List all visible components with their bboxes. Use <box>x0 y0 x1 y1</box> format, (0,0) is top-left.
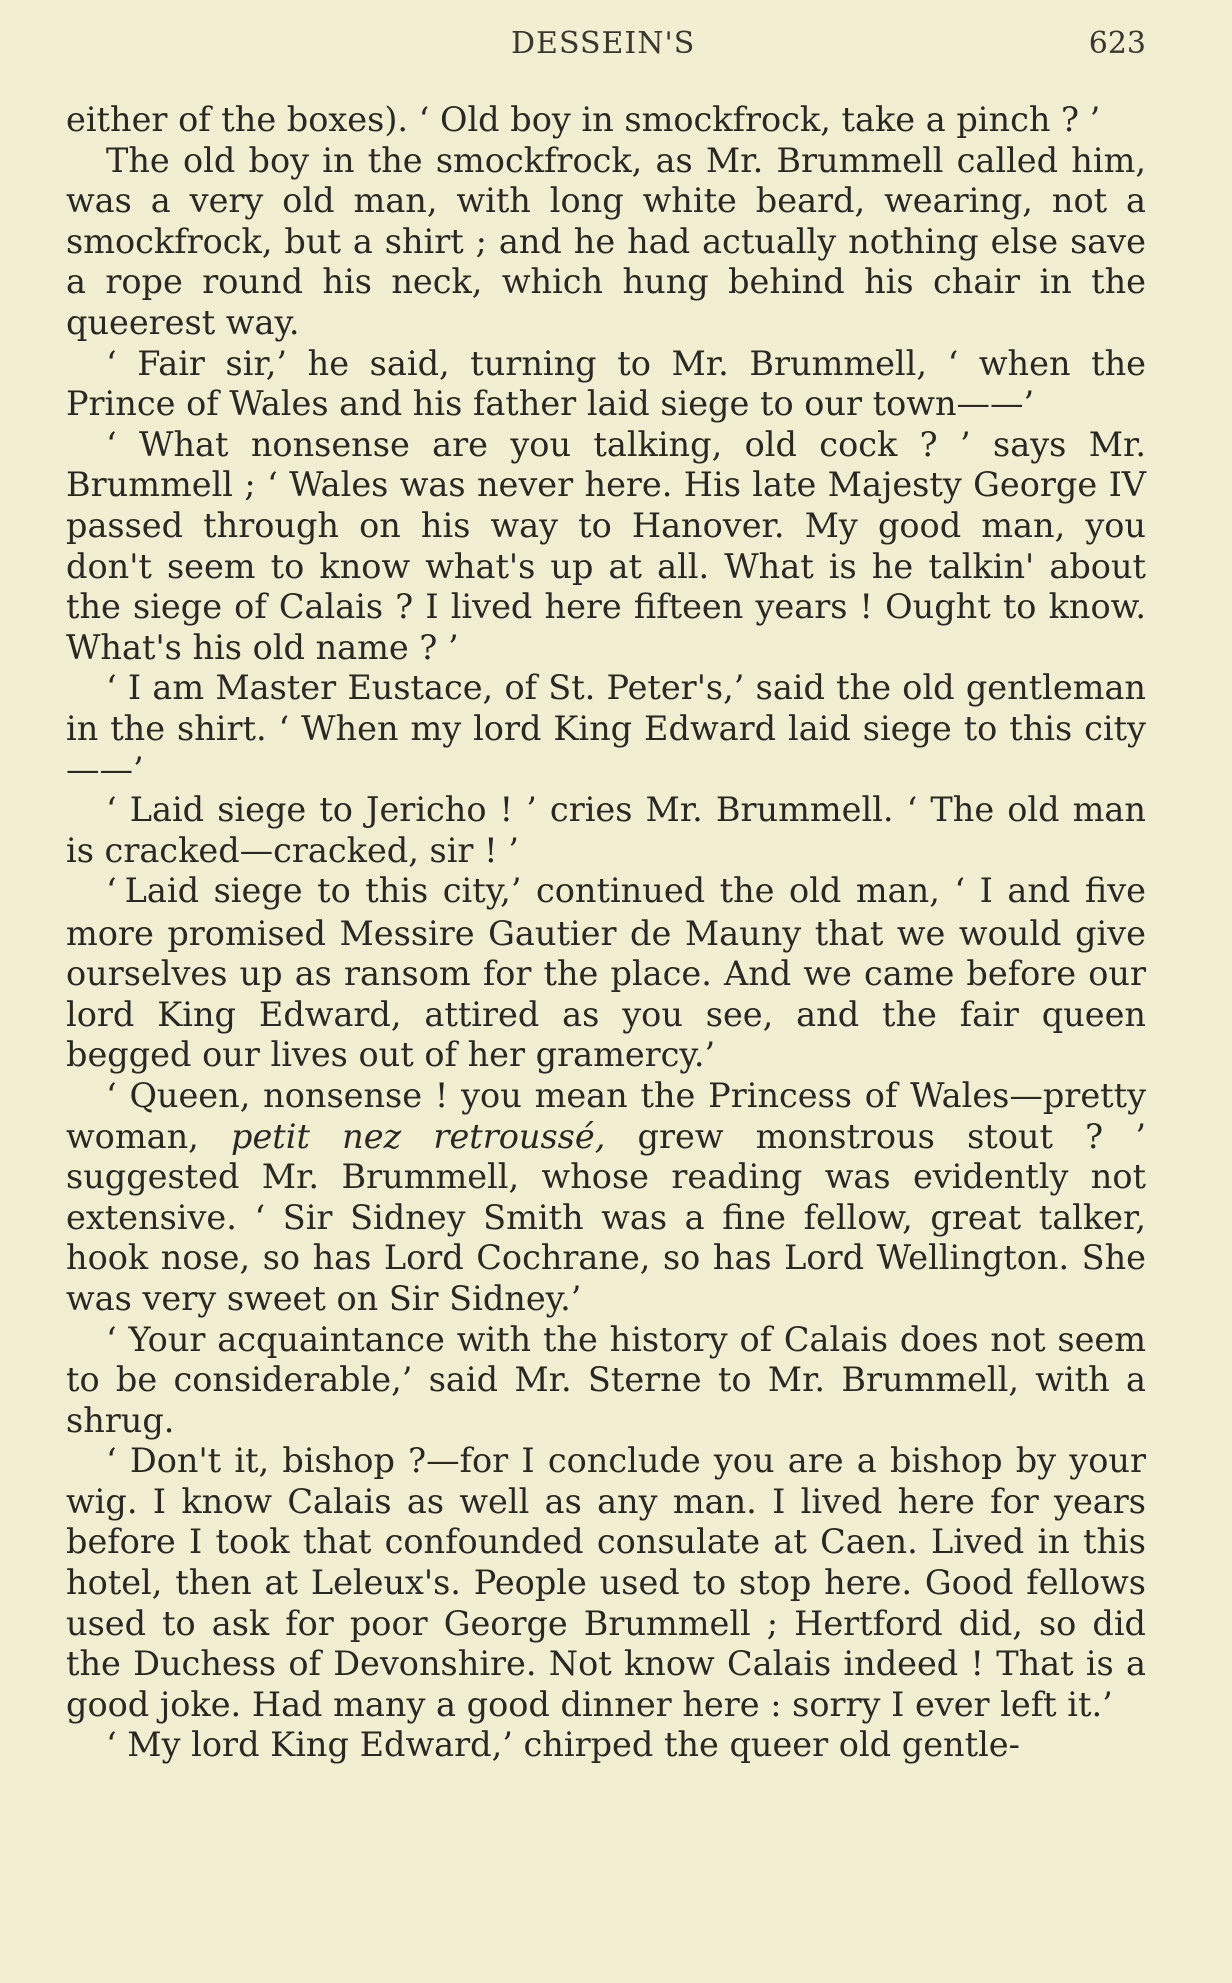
italic-phrase: petit nez retroussé, <box>231 1116 606 1156</box>
paragraph-text: ‘ I am Master Eustace, of St. Peter's,’ said the old gentleman in the shirt. ‘ When my lord King Edward laid siege to this city——’ <box>66 668 1146 789</box>
running-head <box>66 26 1146 66</box>
paragraph <box>66 100 1146 141</box>
page-number: 623 <box>1088 26 1146 61</box>
paragraph-text: ‘ <box>106 871 117 911</box>
body-text <box>66 100 1146 1766</box>
paragraph-text: either of the boxes). ‘ Old boy in smockfrock, take a pinch ? ’ <box>66 100 1101 139</box>
paragraph <box>66 1441 1146 1725</box>
paragraph-text: ‘ Your acquaintance with the history of Calais does not seem to be considerable,’ said Mr. Sterne to Mr. Brummell, with a shrug. <box>66 1319 1146 1440</box>
running-title: DESSEIN'S <box>511 26 696 61</box>
paragraph-text: ‘ My lord King Edward,’ chirped the queer old gentle- <box>106 1725 1020 1765</box>
paragraph-text: ‘ Queen, nonsense ! you mean the Princess of Wales—pretty woman, <box>66 1075 1146 1156</box>
paragraph <box>66 1320 1146 1442</box>
paragraph-text: grew monstrous stout ? ’ suggested Mr. Brummell, whose reading was evidently not extensive. ‘ Sir Sidney Smith was a fine fellow, great talker, hook nose, so has Lord Cochrane, so has Lord Wellington. She was very sweet on Sir Sidney.’ <box>66 1116 1146 1318</box>
paragraph-text: ‘ Don't it, bishop ?—for I conclude you are a bishop by your wig. I know Calais as well as any man. I lived here for years before I took that confounded consulate at Caen. Lived in this hotel, then at Leleux's. People used to stop here. Good fellows used to ask for poor George Brummell ; Hertford did, so did the Duchess of Devonshire. Not know Calais indeed ! That is a good joke. Had many a good dinner here : sorry I ever left it.’ <box>66 1441 1146 1724</box>
paragraph-text: Laid siege to this city,’ continued the old man, ‘ I and five more promised Messire Gautier de Mauny that we would give ourselves up as ransom for the place. And we came before our lord King Edward, attired as you see, and the fair queen begged our lives out of her gramercy.’ <box>66 871 1146 1075</box>
paragraph <box>66 1076 1146 1320</box>
paragraph-text: ‘ What nonsense are you talking, old cock ? ’ says Mr. Brummell ; ‘ Wales was never here. His late Majesty George IV passed through on his way to Hanover. My good man, you don't seem to know what's up at all. What is he talkin' about the siege of Calais ? I lived here fifteen years ! Ought to know. What's his old name ? ’ <box>66 424 1146 667</box>
paragraph <box>66 425 1146 669</box>
paragraph-text: ‘ Laid siege to Jericho ! ’ cries Mr. Brummell. ‘ The old man is cracked—cracked, sir ! ’ <box>66 790 1146 870</box>
paragraph-text: The old boy in the smockfrock, as Mr. Brummell called him, was a very old man, with long white beard, wearing, not a smockfrock, but a shirt ; and he had actually nothing else save a rope round his neck, which hung behind his chair in the queerest way. <box>66 140 1146 342</box>
paragraph-text: ‘ Fair sir,’ he said, turning to Mr. Brummell, ‘ when the Prince of Wales and his father laid siege to our town——’ <box>66 343 1146 424</box>
paragraph <box>66 790 1146 871</box>
paragraph <box>66 344 1146 425</box>
paragraph <box>66 871 1146 1076</box>
paragraph <box>66 668 1146 790</box>
paragraph <box>66 141 1146 344</box>
paragraph <box>66 1725 1146 1766</box>
